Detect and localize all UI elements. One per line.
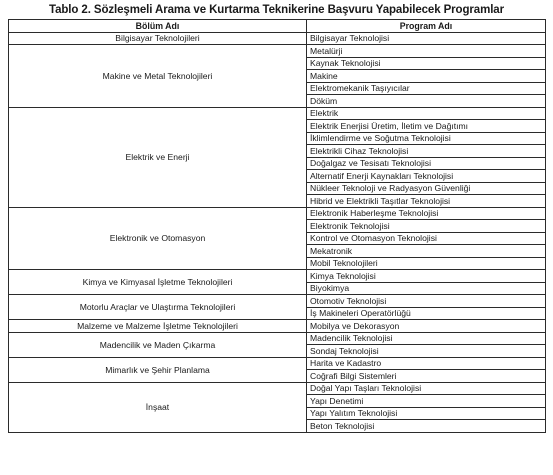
program-cell: Mobil Teknolojileri [307,257,546,270]
program-cell: Kaynak Teknolojisi [307,57,546,70]
program-cell: Alternatif Enerji Kaynakları Teknolojisi [307,170,546,183]
program-cell: Kontrol ve Otomasyon Teknolojisi [307,232,546,245]
program-cell: Elektronik Haberleşme Teknolojisi [307,207,546,220]
program-cell: Elektronik Teknolojisi [307,220,546,233]
program-cell: İş Makineleri Operatörlüğü [307,307,546,320]
program-cell: Kimya Teknolojisi [307,270,546,283]
program-cell: Doğalgaz ve Tesisatı Teknolojisi [307,157,546,170]
table-row [9,45,546,58]
department-cell: Elektronik ve Otomasyon [9,207,307,270]
program-cell: Yapı Yalıtım Teknolojisi [307,407,546,420]
program-cell: Elektromekanik Taşıyıcılar [307,82,546,95]
program-cell: İklimlendirme ve Soğutma Teknolojisi [307,132,546,145]
program-cell: Metalürji [307,45,546,58]
program-cell: Nükleer Teknoloji ve Radyasyon Güvenliği [307,182,546,195]
department-cell: Mimarlık ve Şehir Planlama [9,357,307,382]
program-cell: Bilgisayar Teknolojisi [307,32,546,45]
table-row [9,107,546,120]
table-row [9,357,546,370]
table-row [9,295,546,308]
department-cell: Motorlu Araçlar ve Ulaştırma Teknolojileri [9,295,307,320]
program-cell: Otomotiv Teknolojisi [307,295,546,308]
table-body [9,32,546,432]
department-cell: Kimya ve Kimyasal İşletme Teknolojileri [9,270,307,295]
department-cell: Elektrik ve Enerji [9,107,307,207]
table-row [9,332,546,345]
table-row [9,32,546,45]
program-cell: Sondaj Teknolojisi [307,345,546,358]
header-row [9,20,546,33]
program-cell: Doğal Yapı Taşları Teknolojisi [307,382,546,395]
department-cell: Madencilik ve Maden Çıkarma [9,332,307,357]
department-cell: İnşaat [9,382,307,432]
program-header: Program Adı [307,20,546,33]
department-cell: Makine ve Metal Teknolojileri [9,45,307,108]
department-cell: Malzeme ve Malzeme İşletme Teknolojileri [9,320,307,333]
program-cell: Yapı Denetimi [307,395,546,408]
department-header: Bölüm Adı [9,20,307,33]
department-cell: Bilgisayar Teknolojileri [9,32,307,45]
program-cell: Hibrid ve Elektrikli Taşıtlar Teknolojisi [307,195,546,208]
programs-table [8,19,546,433]
program-cell: Elektrik [307,107,546,120]
program-cell: Madencilik Teknolojisi [307,332,546,345]
program-cell: Mekatronik [307,245,546,258]
program-cell: Harita ve Kadastro [307,357,546,370]
table-row [9,270,546,283]
program-cell: Döküm [307,95,546,108]
program-cell: Makine [307,70,546,83]
table-row [9,207,546,220]
program-cell: Mobilya ve Dekorasyon [307,320,546,333]
program-cell: Elektrikli Cihaz Teknolojisi [307,145,546,158]
table-title: Tablo 2. Sözleşmeli Arama ve Kurtarma Teknikerine Başvuru Yapabilecek Programlar [49,4,504,16]
program-cell: Coğrafi Bilgi Sistemleri [307,370,546,383]
program-cell: Beton Teknolojisi [307,420,546,433]
table-row [9,320,546,333]
program-cell: Biyokimya [307,282,546,295]
table-row [9,382,546,395]
program-cell: Elektrik Enerjisi Üretim, İletim ve Dağıtımı [307,120,546,133]
